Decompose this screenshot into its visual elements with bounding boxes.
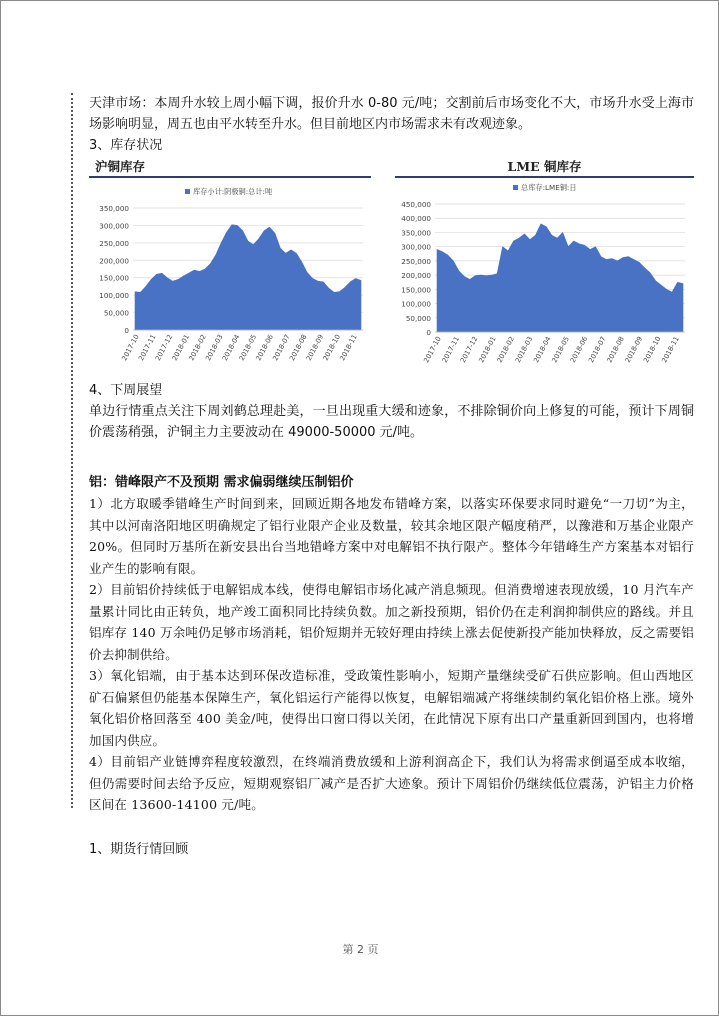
aluminum-paragraph-3: 3）氧化铝端，由于基本达到环保改造标准，受政策性影响小，短期产量继续受矿石供应影响。但山西地区矿石偏紧但仍能基本保障生产，氧化铝运行产能得以恢复，电解铝端减产将继续制约氧化铝价格上涨。境外氧化铝价格回落至 400 美金/吨，使得出口窗口得以关闭，在此情况下原有出口产量重新回到国内，也将增加国内供应。 <box>89 668 694 748</box>
inventory-area-series <box>437 224 683 332</box>
x-tick-label: 2018-02 <box>187 333 208 363</box>
tianjin-market-paragraph: 天津市场：本周升水较上周小幅下调，报价升水 0-80 元/吨；交割前后市场变化不大，市场升水受上海市场影响明显，周五也由平水转至升水。但目前地区内市场需求未有改观迹象。 <box>89 96 694 132</box>
x-tick-label: 2017-10 <box>422 335 443 365</box>
y-tick-label: 100,000 <box>401 299 431 309</box>
document-content <box>89 93 694 860</box>
y-tick-label: 400,000 <box>401 214 431 224</box>
x-tick-label: 2018-01 <box>170 333 192 363</box>
y-tick-label: 350,000 <box>401 228 431 238</box>
x-tick-label: 2018-06 <box>254 333 275 363</box>
inventory-heading: 3、库存状况 <box>89 138 163 153</box>
x-tick-label: 2018-08 <box>605 335 626 365</box>
x-tick-label: 2018-07 <box>587 335 608 365</box>
y-tick-label: 250,000 <box>401 256 431 266</box>
x-tick-label: 2018-05 <box>237 333 259 363</box>
x-tick-label: 2017-11 <box>440 335 462 365</box>
x-tick-label: 2018-09 <box>304 333 326 363</box>
x-tick-label: 2018-08 <box>288 333 309 363</box>
x-tick-label: 2018-04 <box>220 333 242 363</box>
chart-title: 沪铜库存 <box>95 159 146 174</box>
x-tick-label: 2018-06 <box>568 335 590 365</box>
inventory-charts <box>89 158 694 374</box>
y-tick-label: 0 <box>426 328 431 337</box>
x-tick-label: 2018-11 <box>338 333 359 363</box>
shfe-copper-inventory-plot <box>89 178 371 374</box>
x-tick-label: 2018-03 <box>204 333 225 363</box>
x-tick-label: 2017-10 <box>120 333 141 363</box>
y-tick-label: 150,000 <box>99 273 129 283</box>
lme-copper-inventory-plot <box>395 178 694 374</box>
aluminum-paragraph-4: 4）目前铝产业链博弈程度较激烈，在终端消费放缓和上游利润高企下，我们认为将需求倒逼至成本收缩，但仍需要时间去给予反应，短期观察铝厂减产是否扩大迹象。预计下周铝价仍继续低位震荡，沪铝主力价格区间在 13600-14100 元/吨。 <box>89 754 694 812</box>
outlook-heading: 4、下周展望 <box>89 383 163 398</box>
x-tick-label: 2018-11 <box>660 335 681 365</box>
x-tick-label: 2017-12 <box>458 335 480 365</box>
y-tick-label: 300,000 <box>99 221 129 231</box>
legend-swatch <box>185 189 190 194</box>
y-tick-label: 100,000 <box>99 291 129 301</box>
legend-label: 库存小计:阴极铜:总计:吨 <box>193 187 273 196</box>
y-tick-label: 200,000 <box>99 256 129 266</box>
x-tick-label: 2018-04 <box>532 335 553 365</box>
y-tick-label: 0 <box>124 326 129 335</box>
y-tick-label: 50,000 <box>405 313 431 323</box>
legend-swatch <box>513 185 518 190</box>
y-tick-label: 300,000 <box>401 242 431 252</box>
futures-review-heading: 1、期货行情回顾 <box>89 841 189 857</box>
x-tick-label: 2017-11 <box>137 333 158 363</box>
aluminum-paragraph-2: 2）目前铝价持续低于电解铝成本线，使得电解铝市场化减产消息频现。但消费增速表现放缓，10 月汽车产量累计同比由正转负，地产竣工面积同比持续负数。加之新投预期，铝价仍在走利润抑制供应的路线。并且铝库存 140 万余吨仍足够市场消耗，铝价短期并无较好理由持续上涨去促使新投产能加快释放，反之需要铝价去抑制供给。 <box>89 582 694 662</box>
x-tick-label: 2018-10 <box>321 333 342 363</box>
aluminum-paragraph-1: 1）北方取暖季错峰生产时间到来，回顾近期各地发布错峰方案，以落实环保要求同时避免“一刀切”为主，其中以河南洛阳地区明确规定了铝行业限产企业及数量，较其余地区限产幅度稍严，以豫港和万基企业限产 20%。但同时万基所在新安县出台当地错峰方案中对电解铝不执行限产。整体今年错峰生产方案基本对铝行业产生的影响有限。 <box>89 496 694 576</box>
x-tick-label: 2017-12 <box>153 333 175 363</box>
y-tick-label: 200,000 <box>401 271 431 281</box>
y-tick-label: 50,000 <box>103 308 129 318</box>
x-tick-label: 2018-05 <box>550 335 571 365</box>
x-tick-label: 2018-10 <box>642 335 663 365</box>
y-tick-label: 150,000 <box>401 285 431 295</box>
x-tick-label: 2018-09 <box>623 335 645 365</box>
x-tick-label: 2018-02 <box>495 335 516 365</box>
x-tick-label: 2018-03 <box>513 335 535 365</box>
y-tick-label: 450,000 <box>401 200 431 209</box>
shfe-copper-inventory-chart <box>89 158 371 378</box>
x-tick-label: 2018-01 <box>477 335 498 365</box>
y-tick-label: 350,000 <box>99 204 129 213</box>
aluminum-heading: 铝：错峰限产不及预期 需求偏弱继续压制铝价 <box>89 475 354 490</box>
chart-title: LME 铜库存 <box>507 159 582 174</box>
outlook-paragraph: 单边行情重点关注下周刘鹤总理赴美，一旦出现重大缓和迹象，不排除铜价向上修复的可能，预计下周铜价震荡稍强，沪铜主力主要波动在 49000-50000 元/吨。 <box>89 404 694 440</box>
lme-copper-inventory-chart <box>395 158 694 378</box>
legend-label: 总库存:LME铜:日 <box>521 183 577 192</box>
x-tick-label: 2018-07 <box>271 333 292 363</box>
left-margin-dotted-rule <box>71 93 73 808</box>
page-number: 第 2 页 <box>342 943 379 956</box>
y-tick-label: 250,000 <box>99 238 129 248</box>
